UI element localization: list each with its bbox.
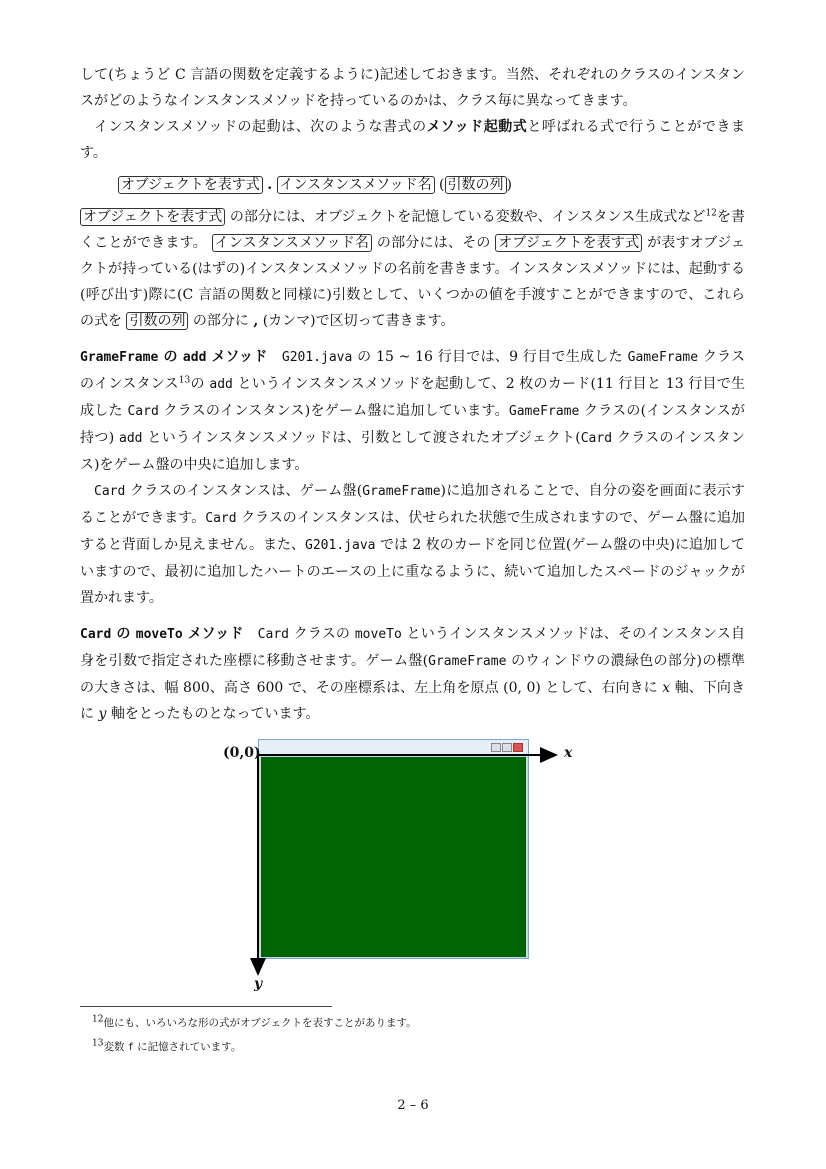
box-object-expr: オブジェクトを表す式 <box>118 176 263 194</box>
y-axis-label: y <box>254 976 263 992</box>
footnote-13: $^{13}$変数 f に記憶されています。 <box>92 1038 242 1053</box>
footnote-ref-12: 12 <box>705 208 717 219</box>
box-args-ref: 引数の列 <box>126 312 188 330</box>
page-number: 2 – 6 <box>397 1098 429 1113</box>
box-args: 引数の列 <box>445 176 507 194</box>
paragraph-method-invocation: インスタンスメソッドの起動は、次のような書式のメソッド起動式と呼ばれる式で行うことができます。 <box>80 119 745 161</box>
paragraph-card-display: Card クラスのインスタンスは、ゲーム盤(GrameFrame)に追加されることで、自分の姿を画面に表示することができます。Card クラスのインスタンスは、伏せられた状態で生成されますので、ゲーム盤に追加すると背面しか見えません。また、G201.java では 2 枚のカードを同じ位置(ゲーム盤の中央)に追加していますので、最初に追加したハートのエースの上に重なるように、続いて追加したスペードのジャックが置かれます。 <box>80 483 745 606</box>
box-object-expr-ref2: オブジェクトを表す式 <box>495 234 642 252</box>
heading-moveto-method: Card の moveTo メソッド <box>80 626 244 642</box>
footnote-ref-13: 13 <box>178 375 191 386</box>
coordinate-figure <box>214 736 594 996</box>
footnote-12: $^{12}$他にも、いろいろな形の式がオブジェクトを表すことがあります。 <box>92 1014 417 1029</box>
origin-label: (0,0) <box>223 745 261 761</box>
term-method-invocation: メソッド起動式 <box>426 119 528 135</box>
box-method-name-ref: インスタンスメソッド名 <box>212 234 373 252</box>
method-invocation-syntax: オブジェクトを表す式 . インスタンスメソッド名 ( 引数の列 ) <box>118 170 745 200</box>
box-method-name: インスタンスメソッド名 <box>277 176 435 194</box>
box-object-expr-ref: オブジェクトを表す式 <box>80 208 225 226</box>
paragraph-syntax-explain: オブジェクトを表す式 の部分には、オブジェクトを記憶している変数や、インスタンス生成式など$^{12}$を書くことができます。 インスタンスメソッド名 の部分には、その オブジェクトを表す式 が表すオブジェクトが持っている(はずの)インスタンスメソッドの名前を書きます。インスタンスメソッドには、起動する(呼び出す)際に(C 言語の関数と同様に)引数として、いくつかの値を手渡すことができますので、これらの式を 引数の列 の部分に , (カンマ)で区切って書きます。 <box>80 208 746 329</box>
paragraph-moveto-method: Card の moveTo メソッド Card クラスの moveTo というインスタンスメソッドは、そのインスタンス自身を引数で指定された座標に移動させます。ゲーム盤(GrameFrame のウィンドウの濃緑色の部分)の標準の大きさは、幅 800、高さ 600 で、その座標系は、左上角を原点 (0, 0) として、右向きに x 軸、下向きに y 軸をとったものとなっています。 <box>80 626 745 722</box>
heading-add-method: GrameFrame の add メソッド <box>80 349 268 365</box>
paragraph-intro: して(ちょうど C 言語の関数を定義するように)記述しておきます。当然、それぞれのクラスのインスタンスがどのようなインスタンスメソッドを持っているのかは、クラス毎に異なってきます。 <box>80 67 745 109</box>
axes <box>214 736 594 996</box>
page-body <box>80 62 745 727</box>
paragraph-add-method: GrameFrame の add メソッド G201.java の 15 ~ 16 行目では、9 行目で生成した GameFrame クラスのインスタンス$^{13}$の add というインスタンスメソッドを起動して、2 枚のカード(11 行目と 13 行目で生成した Card クラスのインスタンス)をゲーム盤に追加しています。GameFrame クラスの(インスタンスが持つ) add というインスタンスメソッドは、引数として渡されたオブジェクト(Card クラスのインスタンス)をゲーム盤の中央に追加します。 <box>80 349 746 473</box>
footnote-rule <box>80 1006 332 1007</box>
x-axis-label: x <box>564 745 573 761</box>
